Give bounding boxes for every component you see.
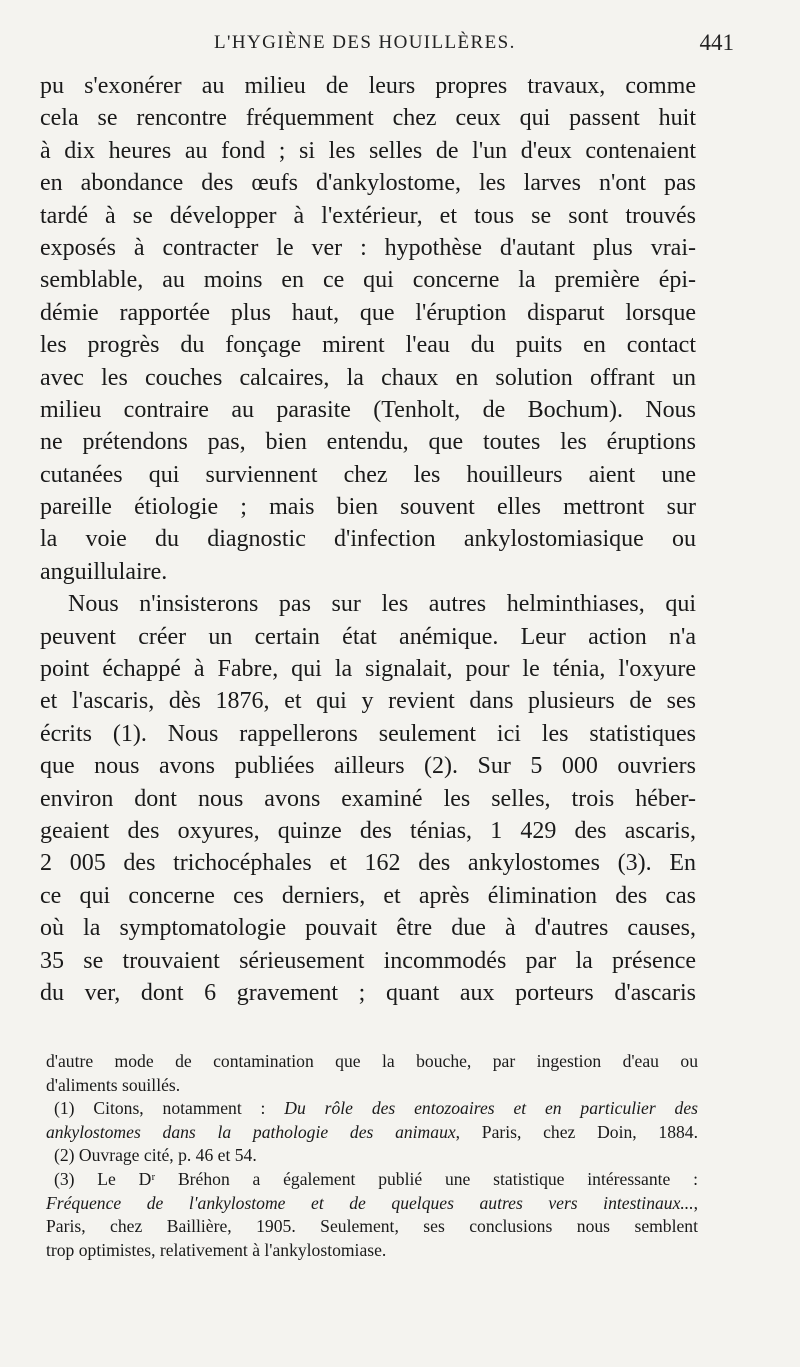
- text-line: semblable, au moins en ce qui concerne la première épi-: [40, 267, 696, 294]
- text-line: point échappé à Fabre, qui la signalait, pour le ténia, l'oxyure: [40, 656, 696, 683]
- footnote-1-publisher: , Paris, chez Doin, 1884.: [455, 1121, 698, 1142]
- text-line: geaient des oxyures, quinze des ténias, 1 429 des ascaris,: [40, 817, 696, 844]
- text-line: cutanées qui surviennent chez les houilleurs aient une: [40, 461, 696, 488]
- footnotes: [46, 1050, 698, 1262]
- text-line: du ver, dont 6 gravement ; quant aux porteurs d'ascaris: [40, 979, 696, 1006]
- text-line: ce qui concerne ces derniers, et après élimination des cas: [40, 882, 696, 909]
- running-head: [40, 32, 740, 62]
- footnote-1: [46, 1097, 698, 1121]
- text-line: où la symptomatologie pouvait être due à d'autres causes,: [40, 915, 696, 942]
- footnote-3-title-line: [46, 1192, 698, 1216]
- footnote-continuation-line: d'autre mode de contamination que la bouche, par ingestion d'eau ou: [46, 1051, 698, 1071]
- footnote-2: (2) Ouvrage cité, p. 46 et 54.: [54, 1145, 257, 1166]
- text-line: pareille étiologie ; mais bien souvent elles mettront sur: [40, 494, 696, 521]
- text-line: avec les couches calcaires, la chaux en solution offrant un: [40, 364, 696, 391]
- footnote-1-title-cont: ankylostomes dans la pathologie des animaux: [46, 1121, 456, 1142]
- text-line: peuvent créer un certain état anémique. Leur action n'a: [40, 623, 696, 650]
- text-line: les progrès du fonçage mirent l'eau du puits en contact: [40, 332, 696, 359]
- text-line: la voie du diagnostic d'infection ankylostomiasique ou: [40, 526, 696, 553]
- text-line: pu s'exonérer au milieu de leurs propres travaux, comme: [40, 73, 696, 99]
- text-line: ne prétendons pas, bien entendu, que toutes les éruptions: [40, 429, 696, 456]
- running-title: L'HYGIÈNE DES HOUILLÈRES.: [214, 32, 516, 53]
- footnote-3-line: trop optimistes, relativement à l'ankylostomiase.: [46, 1239, 387, 1260]
- paragraph-start-line: Nous n'insisterons pas sur les autres helminthiases, qui: [68, 591, 696, 618]
- footnote-3-title: Fréquence de l'ankylostome et de quelques autres vers intestinaux...: [46, 1192, 694, 1213]
- footnote-1-continuation: [46, 1121, 698, 1145]
- page-number: 441: [699, 30, 734, 55]
- footnote-1-text: (1) Citons, notamment :: [54, 1098, 285, 1119]
- text-line: 2 005 des trichocéphales et 162 des ankylostomes (3). En: [40, 850, 696, 877]
- text-line: tardé à se développer à l'extérieur, et tous se sont trouvés: [40, 202, 696, 229]
- footnote-3-line: Paris, chez Baillière, 1905. Seulement, ses conclusions nous semblent: [46, 1216, 698, 1237]
- text-line: que nous avons publiées ailleurs (2). Sur 5 000 ouvriers: [40, 753, 696, 780]
- footnote-continuation-line: d'aliments souillés.: [46, 1074, 181, 1095]
- text-line: en abondance des œufs d'ankylostome, les larves n'ont pas: [40, 170, 696, 197]
- text-line: à dix heures au fond ; si les selles de l'un d'eux contenaient: [40, 137, 696, 164]
- text-line: et l'ascaris, dès 1876, et qui y revient dans plusieurs de ses: [40, 688, 696, 715]
- footnote-3-comma: ,: [693, 1192, 698, 1213]
- text-line: exposés à contracter le ver : hypothèse d'autant plus vrai-: [40, 234, 696, 261]
- text-line: 35 se trouvaient sérieusement incommodés par la présence: [40, 947, 696, 974]
- text-line: environ dont nous avons examiné les selles, trois héber-: [40, 785, 696, 812]
- text-line: écrits (1). Nous rappellerons seulement ici les statistiques: [40, 720, 696, 747]
- text-line: cela se rencontre fréquemment chez ceux qui passent huit: [40, 105, 696, 132]
- text-line: anguillulaire.: [40, 558, 168, 585]
- text-line: milieu contraire au parasite (Tenholt, de Bochum). Nous: [40, 396, 696, 423]
- footnote-3: (3) Le Dʳ Bréhon a également publié une statistique intéressante :: [54, 1168, 698, 1189]
- body-text: [40, 70, 696, 1009]
- text-line: démie rapportée plus haut, que l'éruption disparut lorsque: [40, 299, 696, 326]
- footnote-1-title: Du rôle des entozoaires et en particulier des: [284, 1098, 698, 1119]
